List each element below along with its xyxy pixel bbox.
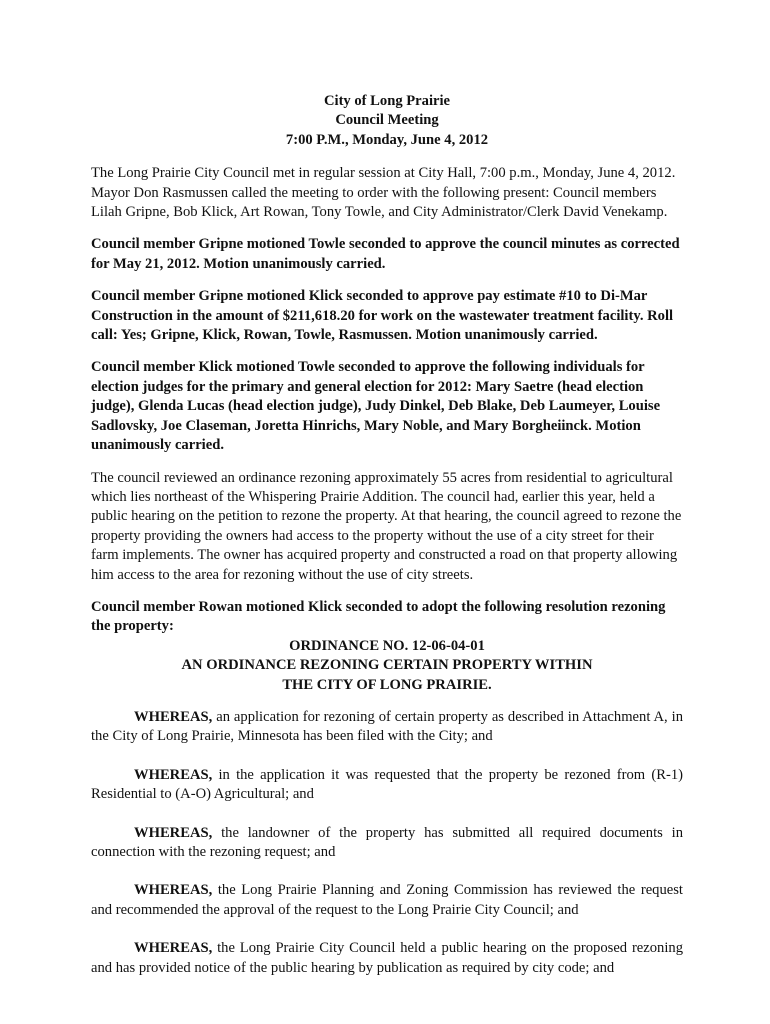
- whereas-clause: [91, 939, 683, 978]
- ordinance-title-line2: THE CITY OF LONG PRAIRIE.: [282, 676, 492, 693]
- whereas-lead: WHEREAS,: [134, 940, 213, 957]
- motion-rezoning: Council member Rowan motioned Klick seconded to adopt the following resolution rezoning the property:: [91, 598, 666, 635]
- whereas-text: the Long Prairie City Council held a public hearing on the proposed rezoning and has provided notice of the public hearing by publication as required by city code; and: [91, 940, 683, 976]
- document-header: [91, 92, 683, 150]
- ordinance-title-line1: AN ORDINANCE REZONING CERTAIN PROPERTY WITHIN: [181, 657, 593, 674]
- header-meeting: Council Meeting: [335, 112, 439, 129]
- header-city: City of Long Prairie: [323, 93, 451, 109]
- whereas-clause: [91, 708, 683, 747]
- whereas-lead: WHEREAS,: [134, 824, 213, 841]
- rezoning-paragraph: The council reviewed an ordinance rezoning approximately 55 acres from residential to agricultural which lies northeast of the Whispering Prairie Addition. The council had, earlier this year, held a public hearing on the petition to rezone the property. At that hearing, the council agreed to rezone the property providing the owners had access to the property without the use of a city street for their farm implements. The owner has acquired property and constructed a road on that property allowing him access to the area for rezoning without the use of city streets.: [91, 469, 682, 583]
- whereas-lead: WHEREAS,: [134, 766, 213, 783]
- motion-pay-estimate: Council member Gripne motioned Klick seconded to approve pay estimate #10 to Di-Mar Construction in the amount of $211,618.20 for work on the wastewater treatment facility. Roll call: Yes; Gripne, Klick, Rowan, Towle, Rasmussen. Motion unanimously carried.: [91, 288, 674, 344]
- ordinance-number: ORDINANCE NO. 12-06-04-01: [289, 637, 485, 654]
- whereas-lead: WHEREAS,: [134, 708, 213, 725]
- motion-election-judges: Council member Klick motioned Towle seconded to approve the following individuals for election judges for the primary and general election for 2012: Mary Saetre (head election judge), Glenda Lucas (head election judge), Judy Dinkel, Deb Blake, Deb Laumeyer, Louise Sadlovsky, Joe Claseman, Joretta Hinrichs, Mary Noble, and Mary Borgheiinck. Motion unanimously carried.: [91, 359, 661, 454]
- motion-minutes: Council member Gripne motioned Towle seconded to approve the council minutes as corrected for May 21, 2012. Motion unanimously carried.: [91, 236, 680, 272]
- whereas-text: the landowner of the property has submitted all required documents in connection with the rezoning request; and: [91, 824, 683, 860]
- whereas-lead: WHEREAS,: [134, 882, 213, 899]
- header-datetime: 7:00 P.M., Monday, June 4, 2012: [285, 131, 489, 148]
- whereas-text: the Long Prairie Planning and Zoning Commission has reviewed the request and recommended the approval of the request to the Long Prairie City Council; and: [91, 882, 683, 918]
- ordinance-title: [91, 637, 683, 695]
- whereas-text: in the application it was requested that the property be rezoned from (R-1) Residential to (A-O) Agricultural; and: [91, 766, 683, 803]
- whereas-clause: [91, 881, 683, 920]
- intro-paragraph: The Long Prairie City Council met in regular session at City Hall, 7:00 p.m., Monday, June 4, 2012. Mayor Don Rasmussen called the meeting to order with the following present: Council members Lilah Gripne, Bob Klick, Art Rowan, Tony Towle, and City Administrator/Clerk David Venekamp.: [91, 165, 676, 221]
- whereas-clause: [91, 824, 683, 863]
- document-page: [91, 92, 683, 997]
- whereas-text: an application for rezoning of certain property as described in Attachment A, in the City of Long Prairie, Minnesota has been filed with the City; and: [91, 708, 683, 745]
- whereas-clause: [91, 766, 683, 805]
